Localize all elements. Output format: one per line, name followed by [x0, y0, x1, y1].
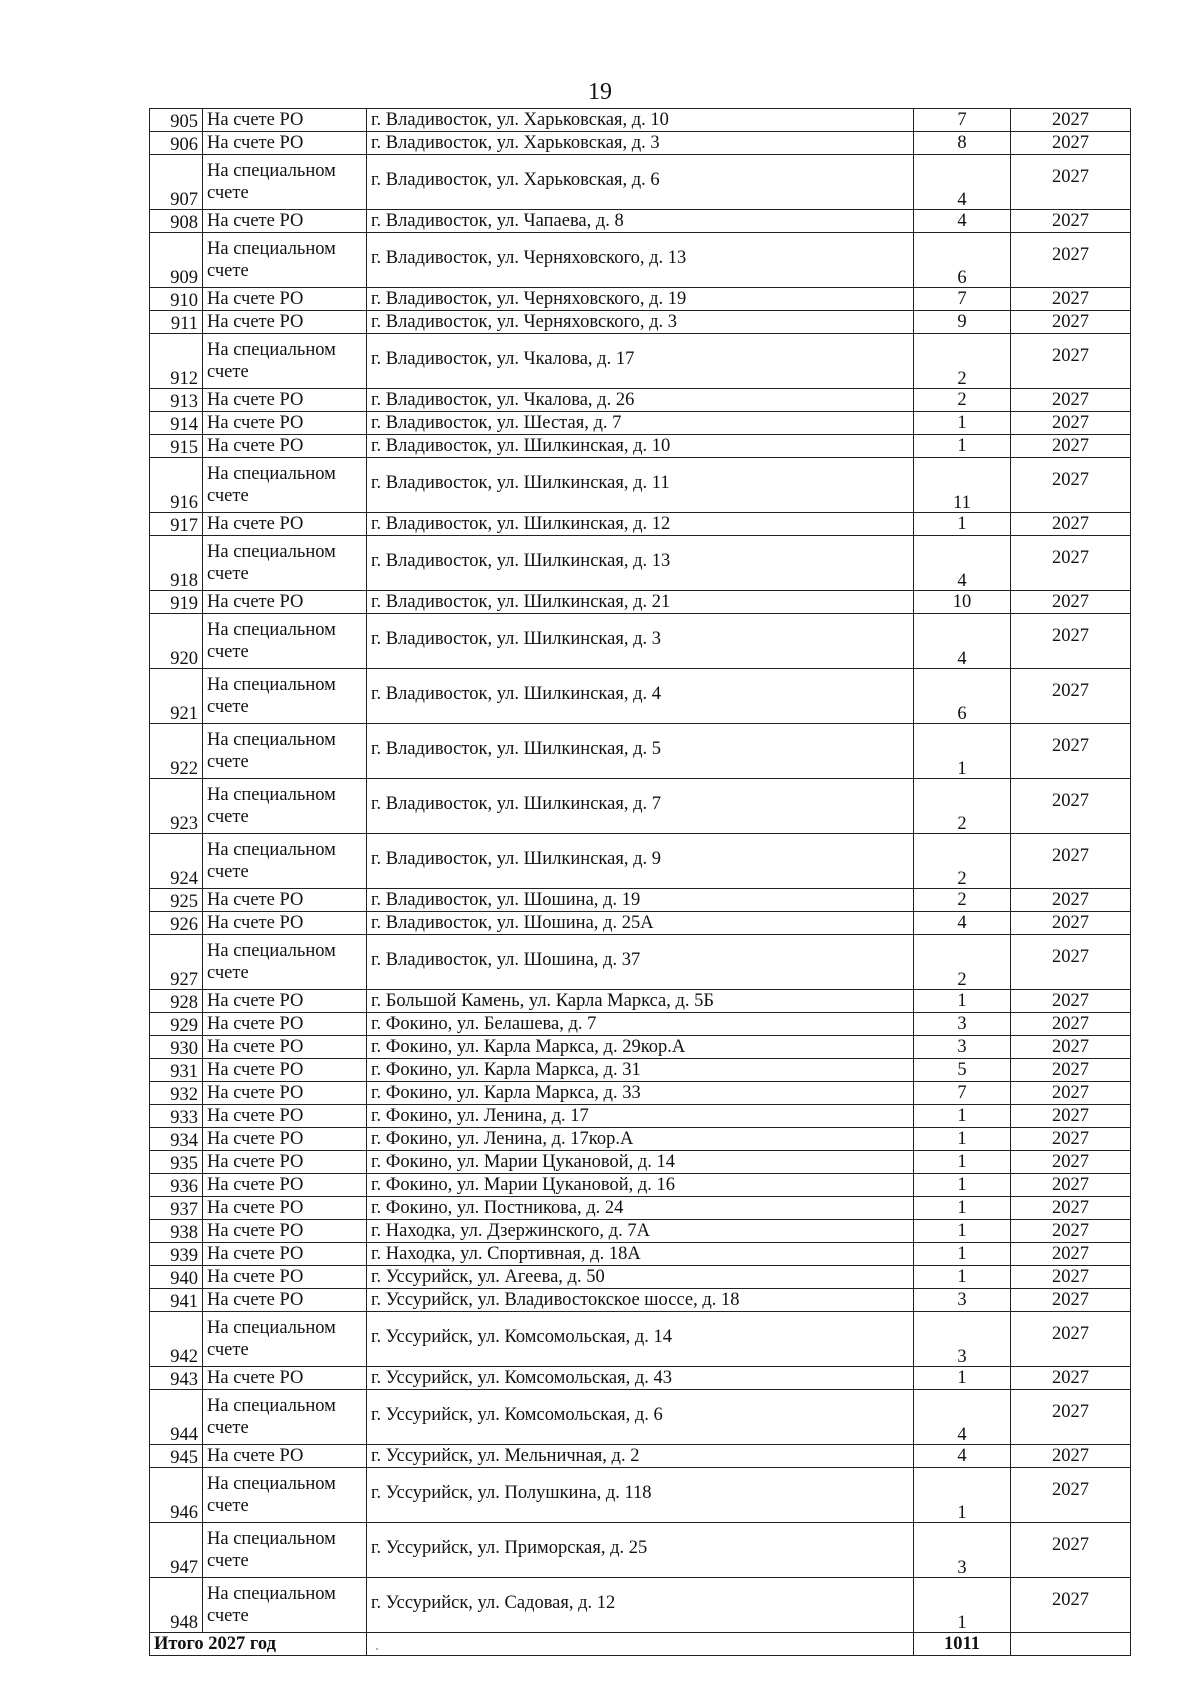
address: г. Большой Камень, ул. Карла Маркса, д. 5Б: [367, 990, 914, 1013]
count: 3: [914, 1312, 1011, 1367]
address: г. Фокино, ул. Ленина, д. 17кор.А: [367, 1128, 914, 1151]
account-type: На счете РО: [203, 1151, 367, 1174]
year: 2027: [1011, 591, 1131, 614]
table-row: [150, 210, 1131, 233]
count: 2: [914, 889, 1011, 912]
address: г. Уссурийск, ул. Комсомольская, д. 6: [367, 1390, 914, 1445]
scan-speck: [376, 1648, 378, 1650]
year: 2027: [1011, 288, 1131, 311]
row-number: 913: [150, 389, 203, 412]
address: г. Владивосток, ул. Шилкинская, д. 21: [367, 591, 914, 614]
address: г. Уссурийск, ул. Комсомольская, д. 14: [367, 1312, 914, 1367]
total-label: Итого 2027 год: [150, 1633, 367, 1656]
table-row: [150, 724, 1131, 779]
row-number: 909: [150, 233, 203, 288]
table-row: [150, 1128, 1131, 1151]
year: 2027: [1011, 1289, 1131, 1312]
account-type: На специальном счете: [203, 669, 367, 724]
address: г. Фокино, ул. Марии Цукановой, д. 16: [367, 1174, 914, 1197]
count: 4: [914, 614, 1011, 669]
address: г. Владивосток, ул. Шилкинская, д. 5: [367, 724, 914, 779]
address: г. Уссурийск, ул. Мельничная, д. 2: [367, 1445, 914, 1468]
row-number: 932: [150, 1082, 203, 1105]
row-number: 925: [150, 889, 203, 912]
year: 2027: [1011, 1128, 1131, 1151]
row-number: 918: [150, 536, 203, 591]
count: 2: [914, 834, 1011, 889]
year: 2027: [1011, 1312, 1131, 1367]
row-number: 907: [150, 155, 203, 210]
address: г. Владивосток, ул. Шошина, д. 19: [367, 889, 914, 912]
account-type: На счете РО: [203, 990, 367, 1013]
table-row: [150, 132, 1131, 155]
table-row: [150, 1197, 1131, 1220]
account-type: На счете РО: [203, 1266, 367, 1289]
count: 1: [914, 435, 1011, 458]
table-row: [150, 669, 1131, 724]
count: 1: [914, 1197, 1011, 1220]
address: г. Уссурийск, ул. Комсомольская, д. 43: [367, 1367, 914, 1390]
table-row: [150, 1445, 1131, 1468]
account-type: На специальном счете: [203, 614, 367, 669]
row-number: 912: [150, 334, 203, 389]
count: 1: [914, 513, 1011, 536]
year: 2027: [1011, 1105, 1131, 1128]
account-type: На специальном счете: [203, 724, 367, 779]
count: 3: [914, 1523, 1011, 1578]
address: г. Фокино, ул. Постникова, д. 24: [367, 1197, 914, 1220]
address: г. Владивосток, ул. Чкалова, д. 17: [367, 334, 914, 389]
housing-register-table: [149, 108, 1131, 1656]
table-row: [150, 1468, 1131, 1523]
count: 1: [914, 1174, 1011, 1197]
row-number: 935: [150, 1151, 203, 1174]
count: 2: [914, 389, 1011, 412]
year: 2027: [1011, 1059, 1131, 1082]
count: 1: [914, 1578, 1011, 1633]
account-type: На специальном счете: [203, 1390, 367, 1445]
table-row: [150, 591, 1131, 614]
table-row: [150, 1289, 1131, 1312]
address: г. Уссурийск, ул. Приморская, д. 25: [367, 1523, 914, 1578]
count: 7: [914, 288, 1011, 311]
row-number: 924: [150, 834, 203, 889]
account-type: На счете РО: [203, 912, 367, 935]
total-count: 1011: [914, 1633, 1011, 1656]
year: 2027: [1011, 1013, 1131, 1036]
count: 1: [914, 990, 1011, 1013]
table-row: [150, 1174, 1131, 1197]
count: 4: [914, 210, 1011, 233]
account-type: На счете РО: [203, 889, 367, 912]
row-number: 905: [150, 109, 203, 132]
address: г. Владивосток, ул. Шилкинская, д. 10: [367, 435, 914, 458]
account-type: На счете РО: [203, 591, 367, 614]
count: 8: [914, 132, 1011, 155]
account-type: На счете РО: [203, 1289, 367, 1312]
table-row: [150, 935, 1131, 990]
address: г. Владивосток, ул. Шилкинская, д. 12: [367, 513, 914, 536]
year: 2027: [1011, 1578, 1131, 1633]
table-row: [150, 1036, 1131, 1059]
row-number: 946: [150, 1468, 203, 1523]
account-type: На специальном счете: [203, 155, 367, 210]
account-type: На специальном счете: [203, 779, 367, 834]
row-number: 933: [150, 1105, 203, 1128]
count: 2: [914, 779, 1011, 834]
row-number: 934: [150, 1128, 203, 1151]
account-type: На счете РО: [203, 1082, 367, 1105]
address: г. Фокино, ул. Карла Маркса, д. 33: [367, 1082, 914, 1105]
table-row: [150, 155, 1131, 210]
row-number: 941: [150, 1289, 203, 1312]
count: 4: [914, 536, 1011, 591]
table-row: [150, 834, 1131, 889]
address: г. Владивосток, ул. Чкалова, д. 26: [367, 389, 914, 412]
account-type: На специальном счете: [203, 458, 367, 513]
count: 1: [914, 1151, 1011, 1174]
count: 5: [914, 1059, 1011, 1082]
account-type: На специальном счете: [203, 536, 367, 591]
year: 2027: [1011, 412, 1131, 435]
year: 2027: [1011, 1082, 1131, 1105]
address: г. Владивосток, ул. Шилкинская, д. 9: [367, 834, 914, 889]
total-empty-year: [1011, 1633, 1131, 1656]
row-number: 936: [150, 1174, 203, 1197]
account-type: На счете РО: [203, 1059, 367, 1082]
year: 2027: [1011, 1036, 1131, 1059]
row-number: 914: [150, 412, 203, 435]
row-number: 938: [150, 1220, 203, 1243]
address: г. Фокино, ул. Карла Маркса, д. 31: [367, 1059, 914, 1082]
account-type: На счете РО: [203, 1013, 367, 1036]
address: г. Владивосток, ул. Шилкинская, д. 3: [367, 614, 914, 669]
year: 2027: [1011, 779, 1131, 834]
row-number: 929: [150, 1013, 203, 1036]
count: 11: [914, 458, 1011, 513]
year: 2027: [1011, 1197, 1131, 1220]
table-row: [150, 458, 1131, 513]
count: 3: [914, 1289, 1011, 1312]
year: 2027: [1011, 155, 1131, 210]
table-row: [150, 1390, 1131, 1445]
table-row: [150, 233, 1131, 288]
count: 6: [914, 233, 1011, 288]
count: 7: [914, 1082, 1011, 1105]
year: 2027: [1011, 1151, 1131, 1174]
account-type: На счете РО: [203, 132, 367, 155]
count: 4: [914, 1390, 1011, 1445]
row-number: 921: [150, 669, 203, 724]
table-row: [150, 1312, 1131, 1367]
account-type: На счете РО: [203, 1174, 367, 1197]
row-number: 942: [150, 1312, 203, 1367]
address: г. Владивосток, ул. Черняховского, д. 3: [367, 311, 914, 334]
row-number: 944: [150, 1390, 203, 1445]
address: г. Владивосток, ул. Шестая, д. 7: [367, 412, 914, 435]
table-row: [150, 990, 1131, 1013]
table-row: [150, 1220, 1131, 1243]
table-row: [150, 1367, 1131, 1390]
account-type: На специальном счете: [203, 935, 367, 990]
account-type: На специальном счете: [203, 1578, 367, 1633]
address: г. Владивосток, ул. Шилкинская, д. 4: [367, 669, 914, 724]
year: 2027: [1011, 935, 1131, 990]
row-number: 906: [150, 132, 203, 155]
year: 2027: [1011, 210, 1131, 233]
table-row: [150, 1523, 1131, 1578]
account-type: На специальном счете: [203, 834, 367, 889]
table-row: [150, 1013, 1131, 1036]
year: 2027: [1011, 912, 1131, 935]
address: г. Фокино, ул. Ленина, д. 17: [367, 1105, 914, 1128]
count: 7: [914, 109, 1011, 132]
row-number: 937: [150, 1197, 203, 1220]
count: 1: [914, 1105, 1011, 1128]
address: г. Фокино, ул. Белашева, д. 7: [367, 1013, 914, 1036]
year: 2027: [1011, 889, 1131, 912]
row-number: 930: [150, 1036, 203, 1059]
year: 2027: [1011, 724, 1131, 779]
table-row: [150, 1578, 1131, 1633]
count: 1: [914, 1220, 1011, 1243]
account-type: На счете РО: [203, 389, 367, 412]
account-type: На специальном счете: [203, 334, 367, 389]
address: г. Владивосток, ул. Шилкинская, д. 11: [367, 458, 914, 513]
account-type: На счете РО: [203, 412, 367, 435]
row-number: 919: [150, 591, 203, 614]
year: 2027: [1011, 334, 1131, 389]
account-type: На специальном счете: [203, 1523, 367, 1578]
count: 3: [914, 1036, 1011, 1059]
year: 2027: [1011, 389, 1131, 412]
address: г. Уссурийск, ул. Полушкина, д. 118: [367, 1468, 914, 1523]
row-number: 948: [150, 1578, 203, 1633]
year: 2027: [1011, 1367, 1131, 1390]
row-number: 920: [150, 614, 203, 669]
row-number: 915: [150, 435, 203, 458]
row-number: 911: [150, 311, 203, 334]
row-number: 945: [150, 1445, 203, 1468]
row-number: 926: [150, 912, 203, 935]
account-type: На счете РО: [203, 1197, 367, 1220]
address: г. Находка, ул. Дзержинского, д. 7А: [367, 1220, 914, 1243]
table-row: [150, 1059, 1131, 1082]
table-row: [150, 435, 1131, 458]
year: 2027: [1011, 990, 1131, 1013]
account-type: На счете РО: [203, 109, 367, 132]
address: г. Фокино, ул. Марии Цукановой, д. 14: [367, 1151, 914, 1174]
account-type: На счете РО: [203, 1243, 367, 1266]
account-type: На счете РО: [203, 1367, 367, 1390]
address: г. Находка, ул. Спортивная, д. 18А: [367, 1243, 914, 1266]
count: 2: [914, 334, 1011, 389]
account-type: На специальном счете: [203, 233, 367, 288]
table-row: [150, 912, 1131, 935]
account-type: На счете РО: [203, 1105, 367, 1128]
account-type: На счете РО: [203, 513, 367, 536]
account-type: На специальном счете: [203, 1468, 367, 1523]
address: г. Владивосток, ул. Харьковская, д. 6: [367, 155, 914, 210]
year: 2027: [1011, 458, 1131, 513]
address: г. Владивосток, ул. Шилкинская, д. 13: [367, 536, 914, 591]
table-row: [150, 513, 1131, 536]
count: 1: [914, 412, 1011, 435]
account-type: На счете РО: [203, 435, 367, 458]
table-row: [150, 779, 1131, 834]
address: г. Владивосток, ул. Харьковская, д. 10: [367, 109, 914, 132]
table-row: [150, 1243, 1131, 1266]
account-type: На счете РО: [203, 288, 367, 311]
table-body: [150, 109, 1131, 1633]
address: г. Уссурийск, ул. Агеева, д. 50: [367, 1266, 914, 1289]
year: 2027: [1011, 1523, 1131, 1578]
table-row: [150, 109, 1131, 132]
year: 2027: [1011, 1468, 1131, 1523]
row-number: 910: [150, 288, 203, 311]
count: 10: [914, 591, 1011, 614]
row-number: 947: [150, 1523, 203, 1578]
row-number: 928: [150, 990, 203, 1013]
table-row: [150, 1082, 1131, 1105]
row-number: 931: [150, 1059, 203, 1082]
account-type: На счете РО: [203, 1220, 367, 1243]
year: 2027: [1011, 109, 1131, 132]
table-row: [150, 412, 1131, 435]
year: 2027: [1011, 1390, 1131, 1445]
row-number: 922: [150, 724, 203, 779]
count: 4: [914, 912, 1011, 935]
year: 2027: [1011, 614, 1131, 669]
account-type: На счете РО: [203, 1036, 367, 1059]
address: г. Владивосток, ул. Черняховского, д. 19: [367, 288, 914, 311]
address: г. Уссурийск, ул. Садовая, д. 12: [367, 1578, 914, 1633]
count: 3: [914, 1013, 1011, 1036]
address: г. Владивосток, ул. Шошина, д. 37: [367, 935, 914, 990]
account-type: На счете РО: [203, 311, 367, 334]
year: 2027: [1011, 233, 1131, 288]
year: 2027: [1011, 513, 1131, 536]
count: 6: [914, 669, 1011, 724]
table-row: [150, 1266, 1131, 1289]
row-number: 927: [150, 935, 203, 990]
table-row: [150, 311, 1131, 334]
year: 2027: [1011, 1243, 1131, 1266]
count: 1: [914, 1243, 1011, 1266]
account-type: На счете РО: [203, 1128, 367, 1151]
year: 2027: [1011, 1445, 1131, 1468]
year: 2027: [1011, 669, 1131, 724]
address: г. Владивосток, ул. Черняховского, д. 13: [367, 233, 914, 288]
year: 2027: [1011, 311, 1131, 334]
address: г. Уссурийск, ул. Владивостокское шоссе, д. 18: [367, 1289, 914, 1312]
year: 2027: [1011, 1220, 1131, 1243]
table-row: [150, 1151, 1131, 1174]
table-row: [150, 334, 1131, 389]
table-row: [150, 389, 1131, 412]
count: 1: [914, 1468, 1011, 1523]
address: г. Владивосток, ул. Чапаева, д. 8: [367, 210, 914, 233]
row-number: 916: [150, 458, 203, 513]
table-row: [150, 614, 1131, 669]
page-number: 19: [588, 79, 612, 105]
count: 1: [914, 1128, 1011, 1151]
row-number: 923: [150, 779, 203, 834]
year: 2027: [1011, 132, 1131, 155]
table-row: [150, 288, 1131, 311]
address: г. Владивосток, ул. Харьковская, д. 3: [367, 132, 914, 155]
year: 2027: [1011, 834, 1131, 889]
row-number: 917: [150, 513, 203, 536]
table-row: [150, 1105, 1131, 1128]
count: 2: [914, 935, 1011, 990]
account-type: На счете РО: [203, 1445, 367, 1468]
address: г. Владивосток, ул. Шилкинская, д. 7: [367, 779, 914, 834]
account-type: На специальном счете: [203, 1312, 367, 1367]
count: 4: [914, 1445, 1011, 1468]
count: 1: [914, 724, 1011, 779]
row-number: 939: [150, 1243, 203, 1266]
year: 2027: [1011, 435, 1131, 458]
row-number: 940: [150, 1266, 203, 1289]
year: 2027: [1011, 536, 1131, 591]
address: г. Фокино, ул. Карла Маркса, д. 29кор.А: [367, 1036, 914, 1059]
count: 1: [914, 1266, 1011, 1289]
count: 4: [914, 155, 1011, 210]
total-row: [150, 1633, 1131, 1656]
table-row: [150, 536, 1131, 591]
table-row: [150, 889, 1131, 912]
row-number: 943: [150, 1367, 203, 1390]
year: 2027: [1011, 1266, 1131, 1289]
count: 1: [914, 1367, 1011, 1390]
count: 9: [914, 311, 1011, 334]
address: г. Владивосток, ул. Шошина, д. 25А: [367, 912, 914, 935]
total-empty-cell: [367, 1633, 914, 1656]
year: 2027: [1011, 1174, 1131, 1197]
account-type: На счете РО: [203, 210, 367, 233]
row-number: 908: [150, 210, 203, 233]
